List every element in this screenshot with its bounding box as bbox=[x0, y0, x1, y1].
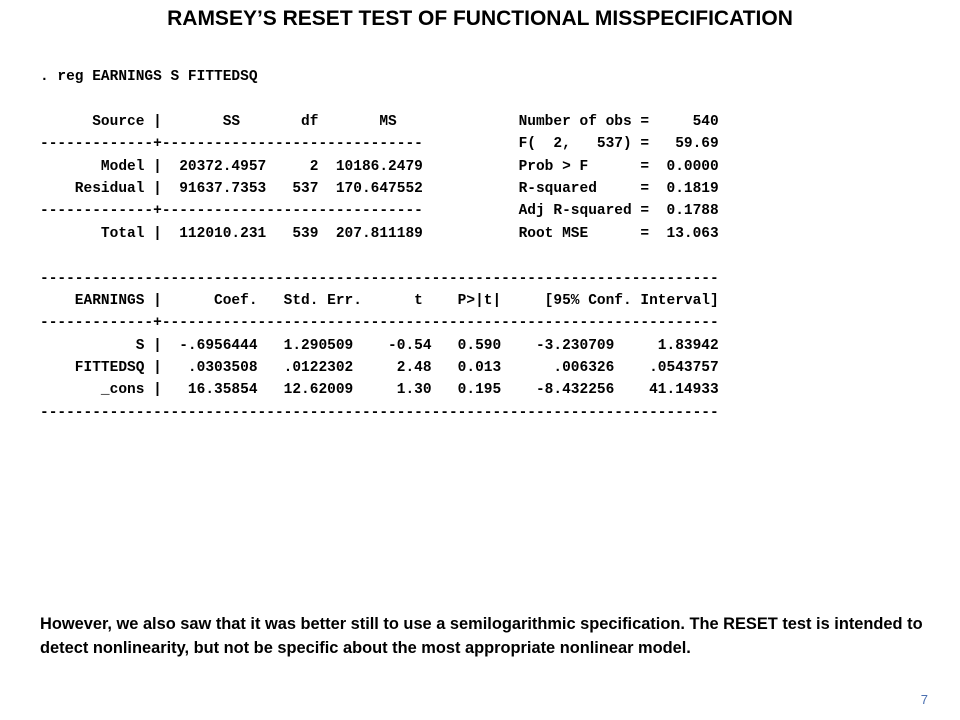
anova-model-row: Model | 20372.4957 2 10186.2479 Prob > F = 0.0000 bbox=[40, 158, 719, 175]
command-line: . reg EARNINGS S FITTEDSQ bbox=[40, 69, 258, 85]
coef-table-top-rule: ------------------------------------------------------------------------------ bbox=[40, 270, 719, 287]
anova-header-row: Source | SS df MS Number of obs = 540 bbox=[40, 113, 719, 130]
anova-separator-row: -------------+------------------------------ F( 2, 537) = 59.69 bbox=[40, 136, 719, 153]
coef-table-bottom-rule: ------------------------------------------------------------------------------ bbox=[40, 404, 719, 421]
anova-residual-row: Residual | 91637.7353 537 170.647552 R-squared = 0.1819 bbox=[40, 180, 719, 197]
anova-total-row: Total | 112010.231 539 207.811189 Root MSE = 13.063 bbox=[40, 225, 719, 242]
blank-line bbox=[40, 88, 719, 110]
coef-table-header-row: EARNINGS | Coef. Std. Err. t P>|t| [95% Conf. Interval] bbox=[40, 292, 719, 309]
stata-regression-output bbox=[40, 66, 719, 424]
blank-line bbox=[40, 245, 719, 267]
coef-row-s: S | -.6956444 1.290509 -0.54 0.590 -3.230709 1.83942 bbox=[40, 337, 719, 354]
slide-title: RAMSEY’S RESET TEST OF FUNCTIONAL MISSPECIFICATION bbox=[167, 7, 793, 30]
coef-table-separator: -------------+---------------------------------------------------------------- bbox=[40, 315, 719, 332]
explanation-text: However, we also saw that it was better still to use a semilogarithmic specification. The RESET test is intended to detect nonlinearity, but not be specific about the most appropriate nonlinear model. bbox=[40, 615, 923, 657]
page-number: 7 bbox=[920, 692, 928, 707]
anova-separator-row: -------------+------------------------------ Adj R-squared = 0.1788 bbox=[40, 203, 719, 220]
coef-row-fittedsq: FITTEDSQ | .0303508 .0122302 2.48 0.013 .006326 .0543757 bbox=[40, 360, 719, 377]
coef-row-cons: _cons | 16.35854 12.62009 1.30 0.195 -8.432256 41.14933 bbox=[40, 382, 719, 399]
